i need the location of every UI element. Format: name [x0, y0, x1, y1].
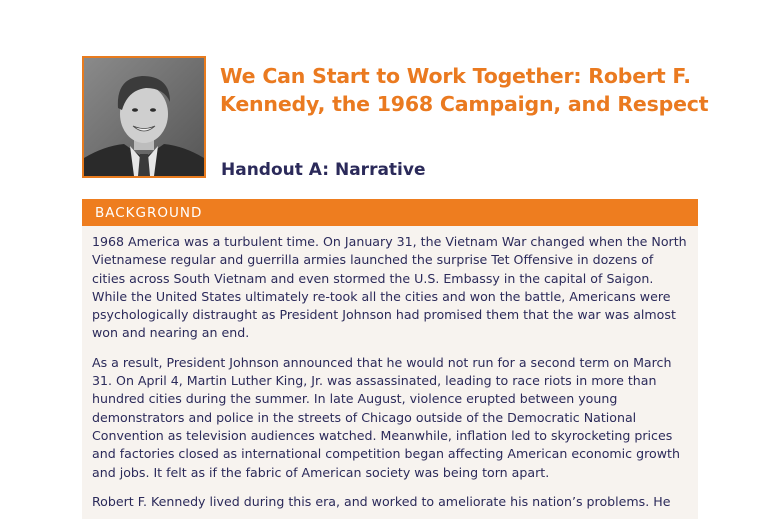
- paragraph: 1968 America was a turbulent time. On January 31, the Vietnam War changed when the North Vietnamese regular and guerrilla armies launched the surprise Tet Offensive in dozens of cities across South Vietnam and even stormed the U.S. Embassy in the capital of Saigon. While the United States ultimately re-took all the cities and won the battle, Americans were psychologically distraught as President Johnson had promised them that the war was almost won and nearing an end.: [92, 234, 687, 341]
- paragraph: Robert F. Kennedy lived during this era, and worked to ameliorate his nation’s problems. He: [92, 493, 671, 509]
- background-section: [82, 199, 698, 519]
- section-heading: BACKGROUND: [82, 199, 698, 226]
- handout-subtitle: Handout A: Narrative: [221, 160, 426, 180]
- narrative-body: [82, 226, 698, 511]
- portrait-photo: [82, 56, 206, 178]
- paragraph: As a result, President Johnson announced that he would not run for a second term on March 31. On April 4, Martin Luther King, Jr. was assassinated, leading to race riots in more than hundred cities during the summer. In late August, violence erupted between young demonstrators and police in the streets of Chicago outside of the Democratic National Convention as television audiences watched. Meanwhile, inflation led to skyrocketing prices and factories closed as international competition began affecting American economic growth and jobs. It felt as if the fabric of American society was being torn apart.: [92, 354, 680, 480]
- page-title: We Can Start to Work Together: Robert F. Kennedy, the 1968 Campaign, and Respect: [220, 64, 709, 116]
